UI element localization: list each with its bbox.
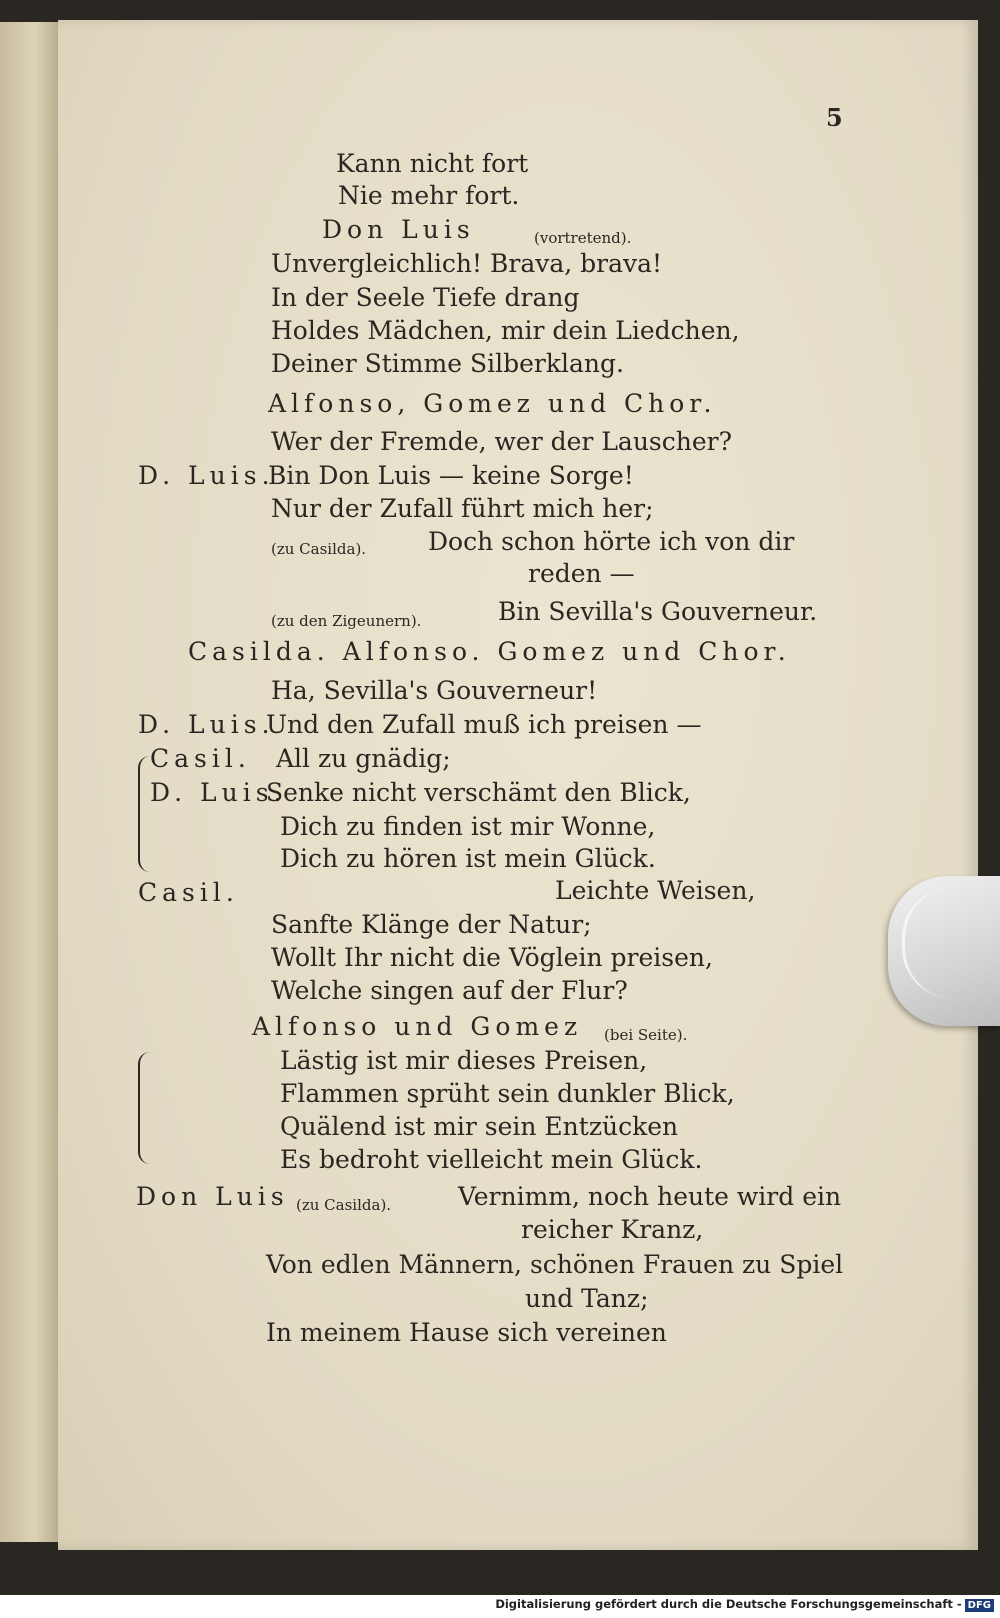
- speaker-label: Casil.: [138, 878, 239, 907]
- text-line: Bin Sevilla's Gouverneur.: [498, 597, 818, 626]
- page-turn-tab[interactable]: [888, 876, 1000, 1026]
- bracket: [138, 756, 150, 872]
- text-line: All zu gnädig;: [276, 744, 451, 773]
- speaker-label: D. Luis.: [138, 461, 275, 490]
- speaker-label: Don Luis: [136, 1182, 289, 1211]
- stage-direction: (bei Seite).: [604, 1026, 688, 1044]
- text-line: Bin Don Luis — keine Sorge!: [268, 461, 634, 490]
- page-number: 5: [826, 103, 843, 132]
- text-line: Nur der Zufall führt mich her;: [271, 494, 654, 523]
- text-line: Kann nicht fort: [336, 149, 529, 178]
- text-line: Flammen sprüht sein dunkler Blick,: [280, 1079, 735, 1108]
- text-line: und Tanz;: [525, 1284, 649, 1313]
- text-line: Deiner Stimme Silberklang.: [271, 349, 624, 378]
- speaker-label: Casil.: [150, 744, 251, 773]
- speaker-label: Casilda. Alfonso. Gomez und Chor.: [188, 637, 791, 666]
- speaker-label: D. Luis.: [138, 710, 275, 739]
- text-line: Von edlen Männern, schönen Frauen zu Spiel: [266, 1250, 844, 1279]
- speaker-label: D. Luis.: [150, 778, 287, 807]
- bracket: [138, 1052, 150, 1164]
- text-line: Es bedroht vielleicht mein Glück.: [280, 1145, 703, 1174]
- speaker-label: Alfonso und Gomez: [252, 1012, 583, 1041]
- text-line: In der Seele Tiefe drang: [271, 283, 580, 312]
- text-line: Quälend ist mir sein Entzücken: [280, 1112, 679, 1141]
- text-line: Und den Zufall muß ich preisen —: [266, 710, 702, 739]
- stage-direction: (zu den Zigeunern).: [271, 612, 422, 630]
- text-line: Unvergleichlich! Brava, brava!: [271, 249, 663, 278]
- text-line: Welche singen auf der Flur?: [271, 976, 628, 1005]
- text-line: Nie mehr fort.: [338, 181, 520, 210]
- text-line: Doch schon hörte ich von dir: [428, 527, 795, 556]
- text-line: Ha, Sevilla's Gouverneur!: [271, 676, 598, 705]
- footer-credit: [495, 1597, 994, 1612]
- text-line: Dich zu finden ist mir Wonne,: [280, 812, 656, 841]
- stage-direction: (vortretend).: [534, 229, 632, 247]
- text-line: Senke nicht verschämt den Blick,: [266, 778, 691, 807]
- speaker-label: Alfonso, Gomez und Chor.: [268, 389, 717, 418]
- facing-page-edge: [0, 22, 58, 1542]
- dfg-logo: DFG: [965, 1599, 994, 1612]
- text-line: Lästig ist mir dieses Preisen,: [280, 1046, 648, 1075]
- text-line: Dich zu hören ist mein Glück.: [280, 844, 656, 873]
- stage-direction: (zu Casilda).: [296, 1196, 392, 1214]
- text-line: In meinem Hause sich vereinen: [266, 1318, 667, 1347]
- text-line: Vernimm, noch heute wird ein: [458, 1182, 842, 1211]
- stage-direction: (zu Casilda).: [271, 540, 367, 558]
- text-line: Sanfte Klänge der Natur;: [271, 910, 592, 939]
- speaker-label: Don Luis: [322, 215, 475, 244]
- text-line: Leichte Weisen,: [555, 876, 756, 905]
- text-line: Wollt Ihr nicht die Vöglein preisen,: [271, 943, 713, 972]
- text-line: Holdes Mädchen, mir dein Liedchen,: [271, 316, 740, 345]
- text-line: reden —: [528, 559, 635, 588]
- text-line: reicher Kranz,: [521, 1215, 704, 1244]
- text-line: Wer der Fremde, wer der Lauscher?: [271, 427, 733, 456]
- footer-text: Digitalisierung gefördert durch die Deutsche Forschungsgemeinschaft -: [495, 1597, 962, 1611]
